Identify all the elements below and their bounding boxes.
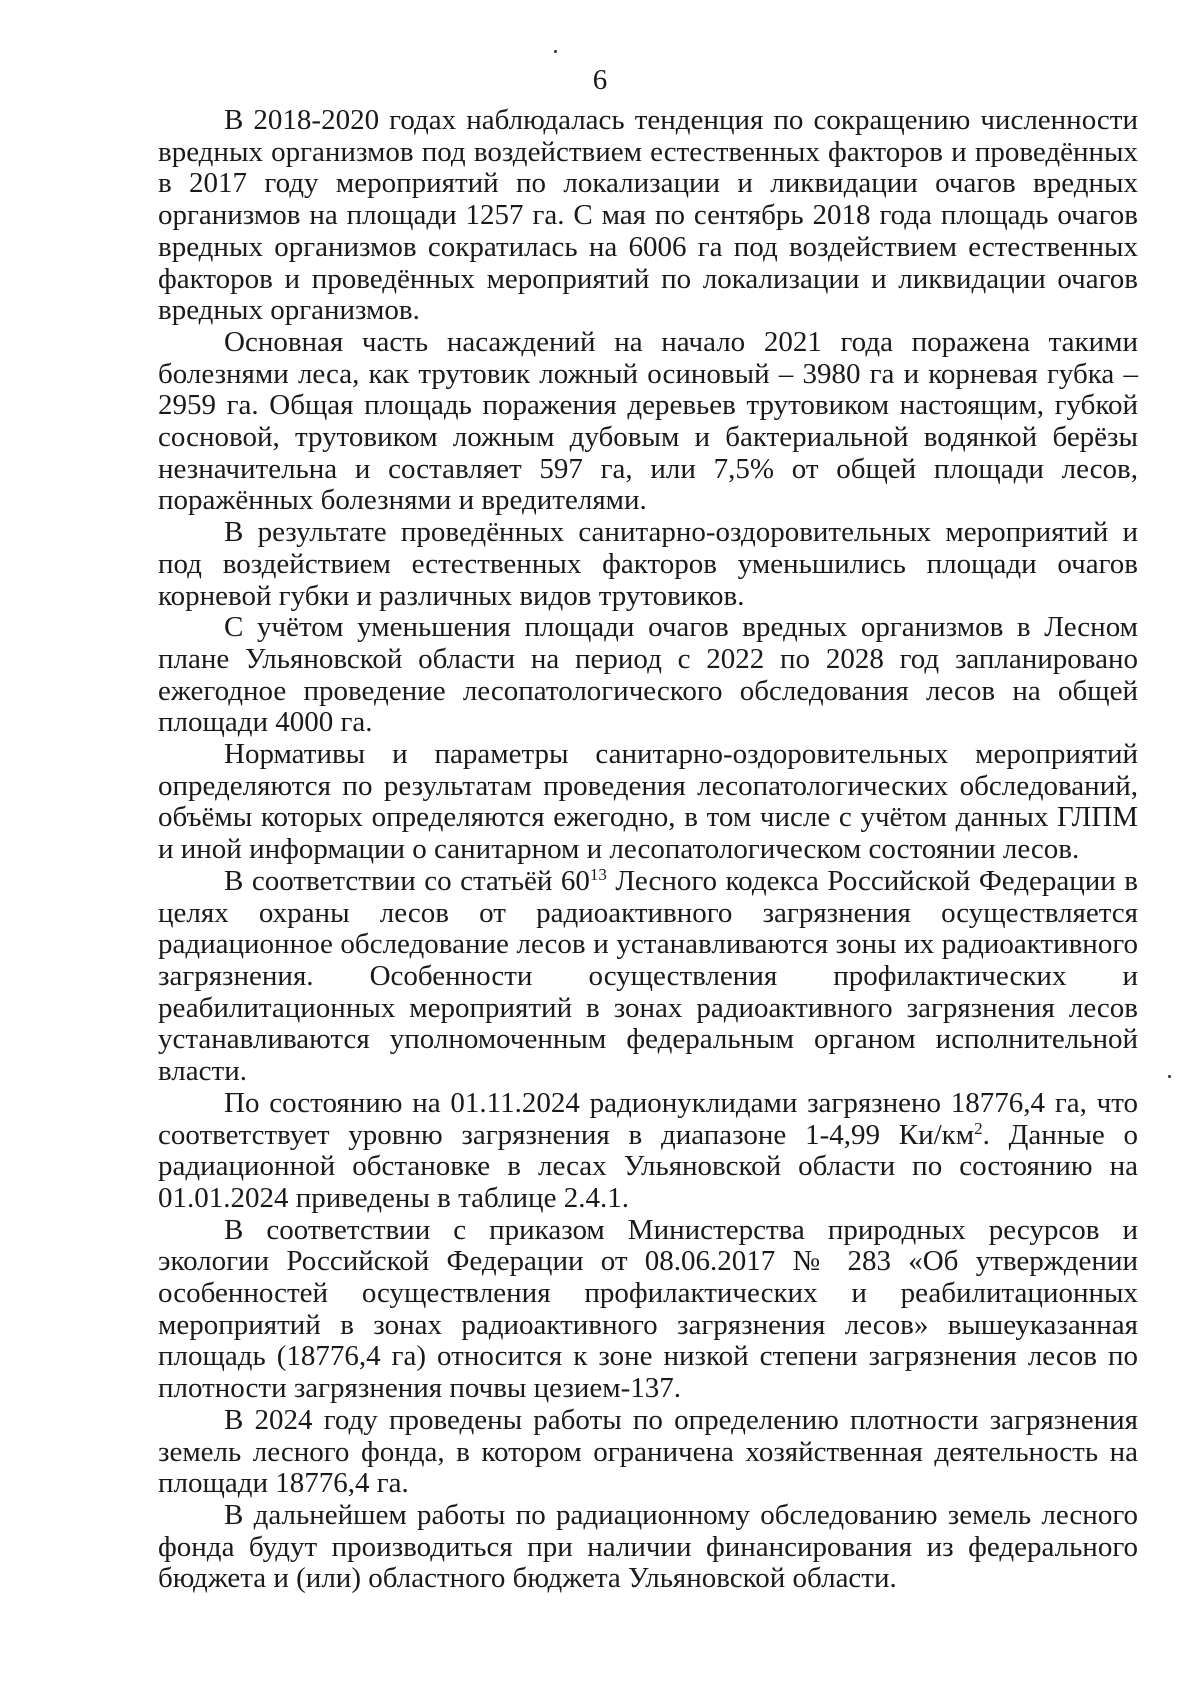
paragraph-future-works: В дальнейшем работы по радиационному обследованию земель лесного фонда будут производиться при наличии финансирования из федерального бюджета и (или) областного бюджета Ульяновской области. xyxy=(158,1498,1138,1595)
superscript: 2 xyxy=(974,1118,983,1138)
paragraph-pest-trends: В 2018-2020 годах наблюдалась тенденция по сокращению численности вредных организмов под воздействием естественных факторов и проведённых в 2017 году мероприятий по локализации и ликвидации очагов вредных организмов на площади 1257 га. С мая по сентябрь 2018 года площадь очагов вредных организмов сократилась на 6006 га под воздействием естественных факторов и проведённых мероприятий по локализации и ликвидации очагов вредных организмов. xyxy=(158,104,1138,327)
paragraph-text: По состоянию на 01.11.2024 радионуклидами загрязнено 18776,4 га, что соответствует уровню загрязнения в диапазоне 1-4,99 Ки/км xyxy=(158,1086,1138,1151)
paragraph-radiation-survey xyxy=(158,866,1138,1088)
superscript: 13 xyxy=(589,864,607,884)
scan-speck xyxy=(1168,1075,1171,1078)
paragraph-ministry-order: В соответствии с приказом Министерства природных ресурсов и экологии Российской Федерации от 08.06.2017 № 283 «Об утверждении особенностей осуществления профилактических и реабилитационных мероприятий в зонах радиоактивного загрязнения лесов» вышеуказанная площадь (18776,4 га) относится к зоне низкой степени загрязнения лесов по плотности загрязнения почвы цезием-137. xyxy=(158,1213,1138,1405)
document-body xyxy=(158,105,1138,1595)
paragraph-contamination-status xyxy=(158,1088,1138,1215)
paragraph-sanitary-results: В результате проведённых санитарно-оздоровительных мероприятий и под воздействием естественных факторов уменьшились площади очагов корневой губки и различных видов трутовиков. xyxy=(158,516,1138,612)
paragraph-2024-works: В 2024 году проведены работы по определению плотности загрязнения земель лесного фонда, в котором ограничена хозяйственная деятельность на площади 18776,4 га. xyxy=(158,1403,1138,1500)
scan-speck xyxy=(554,50,557,53)
paragraph-text: . Данные о радиационной обстановке в лесах Ульяновской области по состоянию на 01.01.2024 приведены в таблице 2.4.1. xyxy=(158,1118,1138,1214)
paragraph-forest-plan-survey: С учётом уменьшения площади очагов вредных организмов в Лесном плане Ульяновской области на период с 2022 по 2028 год запланировано ежегодное проведение лесопатологического обследования лесов на общей площади 4000 га. xyxy=(158,611,1138,739)
page-number: 6 xyxy=(592,64,608,96)
paragraph-forest-diseases: Основная часть насаждений на начало 2021 года поражена такими болезнями леса, как трутовик ложный осиновый – 3980 га и корневая губка – 2959 га. Общая площадь поражения деревьев трутовиком настоящим, губкой сосновой, трутовиком ложным дубовым и бактериальной водянкой берёзы незначительна и составляет 597 га, или 7,5% от общей площади лесов, поражённых болезнями и вредителями. xyxy=(158,325,1138,517)
paragraph-norms-parameters: Нормативы и параметры санитарно-оздоровительных мероприятий определяются по результатам проведения лесопатологических обследований, объёмы которых определяются ежегодно, в том числе с учётом данных ГЛПМ и иной информации о санитарном и лесопатологическом состоянии лесов. xyxy=(158,738,1138,866)
paragraph-text: Лесного кодекса Российской Федерации в целях охраны лесов от радиоактивного загрязнения осуществляется радиационное обследование лесов и устанавливаются зоны их радиоактивного загрязнения. Особенности осуществления профилактических и реабилитационных мероприятий в зонах радиоактивного загрязнения лесов устанавливаются уполномоченным федеральным органом исполнительной власти. xyxy=(158,864,1138,1088)
paragraph-text: В соответствии со статьёй 60 xyxy=(224,864,590,897)
